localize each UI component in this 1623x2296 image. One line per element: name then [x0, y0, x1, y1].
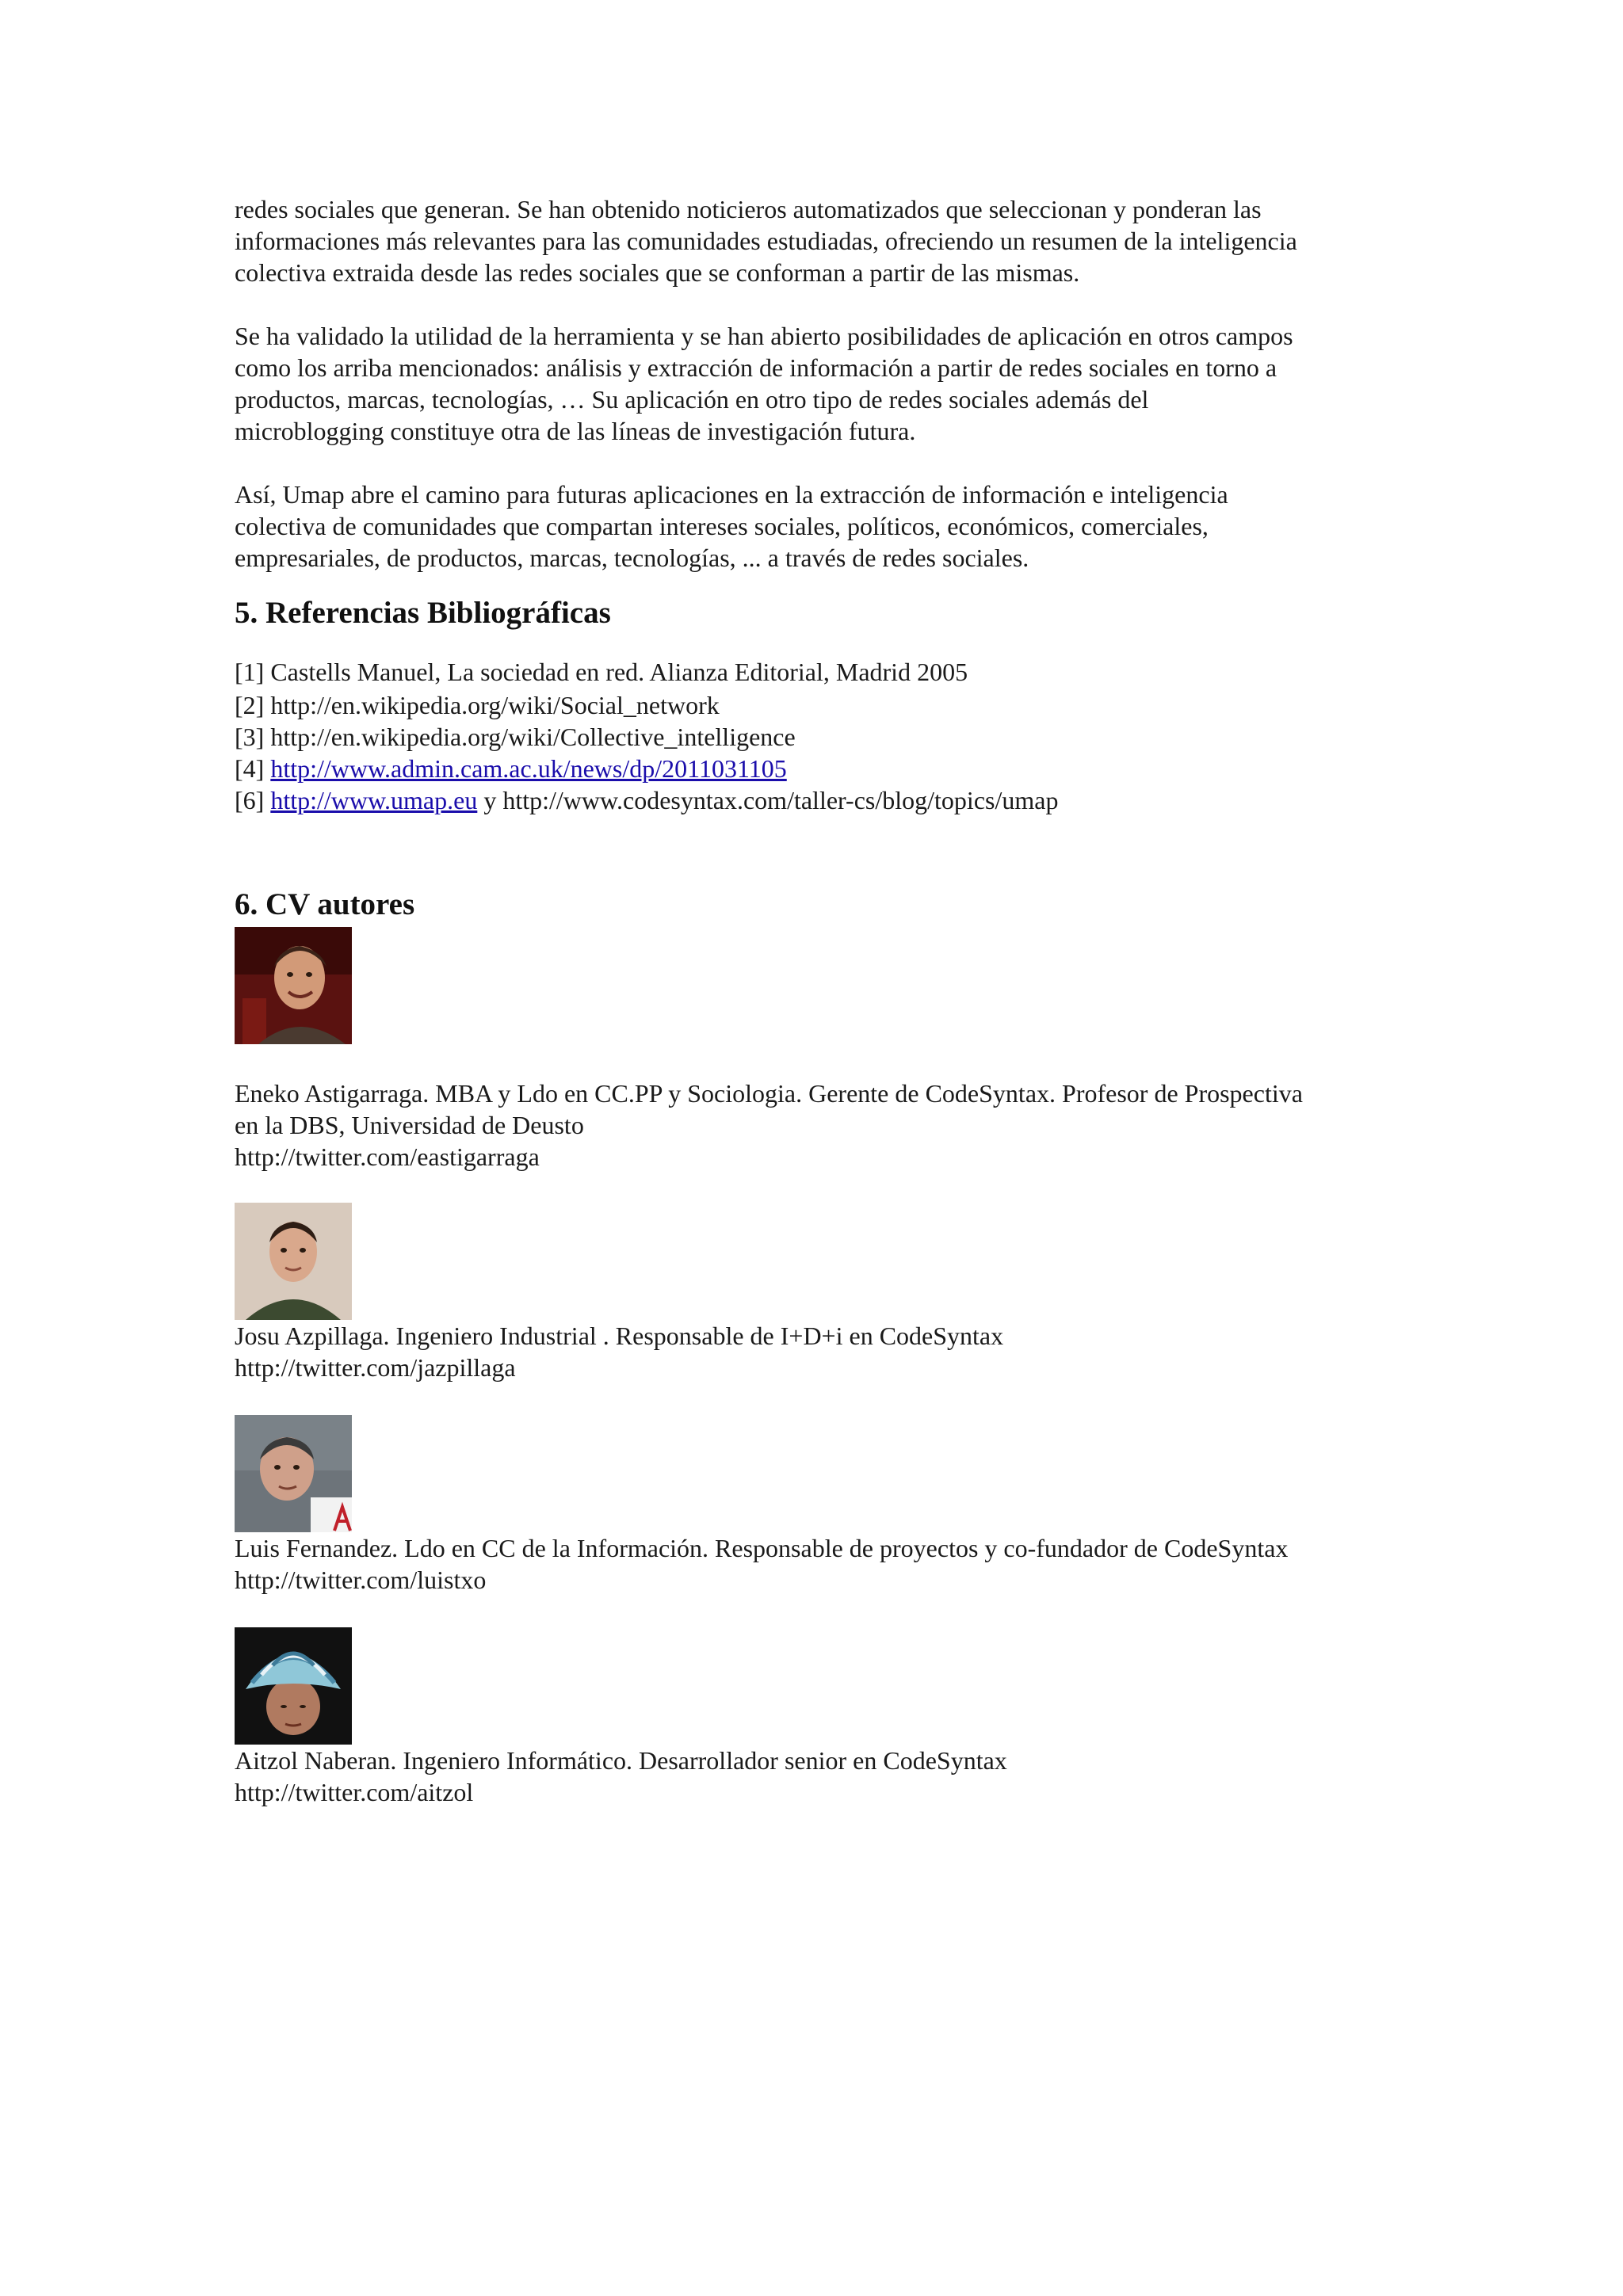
reference-number: [6]	[235, 786, 265, 814]
reference-text: y http://www.codesyntax.com/taller-cs/blog/topics/umap	[483, 786, 1059, 814]
bio-line: Luis Fernandez. Ldo en CC de la Información. Responsable de proyectos y co-fundador de CodeSyntax	[235, 1534, 1289, 1562]
document-page	[235, 193, 1407, 1808]
author-bio	[235, 1532, 1407, 1596]
reference-number: [2]	[235, 691, 265, 719]
author-photo-luis	[235, 1415, 352, 1532]
author-josu	[235, 1203, 1407, 1383]
cv-heading: 6. CV autores	[235, 887, 415, 921]
reference-text: http://en.wikipedia.org/wiki/Collective_intelligence	[270, 723, 796, 751]
author-bio	[235, 1320, 1407, 1383]
text-line: informaciones más relevantes para las comunidades estudiadas, ofreciendo un resumen de la inteligencia	[235, 227, 1297, 255]
bio-line: Aitzol Naberan. Ingeniero Informático. Desarrollador senior en CodeSyntax	[235, 1746, 1007, 1775]
bio-line: Josu Azpillaga. Ingeniero Industrial . Responsable de I+D+i en CodeSyntax	[235, 1322, 1004, 1350]
author-bio	[235, 1077, 1407, 1173]
reference-item	[235, 656, 1407, 688]
text-line: colectiva de comunidades que compartan intereses sociales, políticos, económicos, comerciales,	[235, 512, 1209, 540]
reference-number: [3]	[235, 723, 265, 751]
author-photo-josu	[235, 1203, 352, 1320]
author-twitter: http://twitter.com/jazpillaga	[235, 1353, 516, 1382]
reference-item	[235, 753, 1407, 784]
references-heading: 5. Referencias Bibliográficas	[235, 596, 611, 630]
bio-line: Eneko Astigarraga. MBA y Ldo en CC.PP y Sociologia. Gerente de CodeSyntax. Profesor de Prospectiva	[235, 1079, 1303, 1108]
reference-link-umap[interactable]: http://www.umap.eu	[270, 786, 478, 814]
intro-paragraph-2	[235, 320, 1407, 447]
author-photo-eneko	[235, 927, 352, 1044]
reference-item	[235, 721, 1407, 753]
reference-item	[235, 784, 1407, 816]
reference-number: [1]	[235, 658, 265, 686]
intro-paragraph-1	[235, 193, 1407, 288]
author-luis	[235, 1415, 1407, 1596]
author-twitter: http://twitter.com/eastigarraga	[235, 1142, 540, 1171]
reference-text: http://en.wikipedia.org/wiki/Social_network	[270, 691, 720, 719]
reference-number: [4]	[235, 754, 265, 783]
text-line: colectiva extraida desde las redes sociales que se conforman a partir de las mismas.	[235, 258, 1080, 287]
text-line: microblogging constituye otra de las líneas de investigación futura.	[235, 417, 916, 445]
text-line: Se ha validado la utilidad de la herramienta y se han abierto posibilidades de aplicación en otros campos	[235, 322, 1293, 350]
reference-link-admin-cam[interactable]: http://www.admin.cam.ac.uk/news/dp/2011031105	[270, 754, 787, 783]
author-eneko	[235, 927, 1407, 1173]
text-line: como los arriba mencionados: análisis y extracción de información a partir de redes sociales en torno a	[235, 353, 1277, 382]
bio-line: en la DBS, Universidad de Deusto	[235, 1111, 584, 1139]
author-twitter: http://twitter.com/aitzol	[235, 1778, 474, 1806]
author-bio	[235, 1745, 1407, 1808]
text-line: Así, Umap abre el camino para futuras aplicaciones en la extracción de información e inteligencia	[235, 480, 1228, 509]
text-line: productos, marcas, tecnologías, … Su aplicación en otro tipo de redes sociales además del	[235, 385, 1149, 414]
author-aitzol	[235, 1627, 1407, 1808]
author-photo-aitzol	[235, 1627, 352, 1745]
references-list	[235, 656, 1407, 816]
text-line: empresariales, de productos, marcas, tecnologías, ... a través de redes sociales.	[235, 543, 1029, 572]
reference-text: Castells Manuel, La sociedad en red. Alianza Editorial, Madrid 2005	[270, 658, 968, 686]
text-line: redes sociales que generan. Se han obtenido noticieros automatizados que seleccionan y ponderan las	[235, 195, 1262, 223]
reference-item	[235, 689, 1407, 721]
intro-paragraph-3	[235, 479, 1407, 574]
author-twitter: http://twitter.com/luistxo	[235, 1566, 487, 1594]
